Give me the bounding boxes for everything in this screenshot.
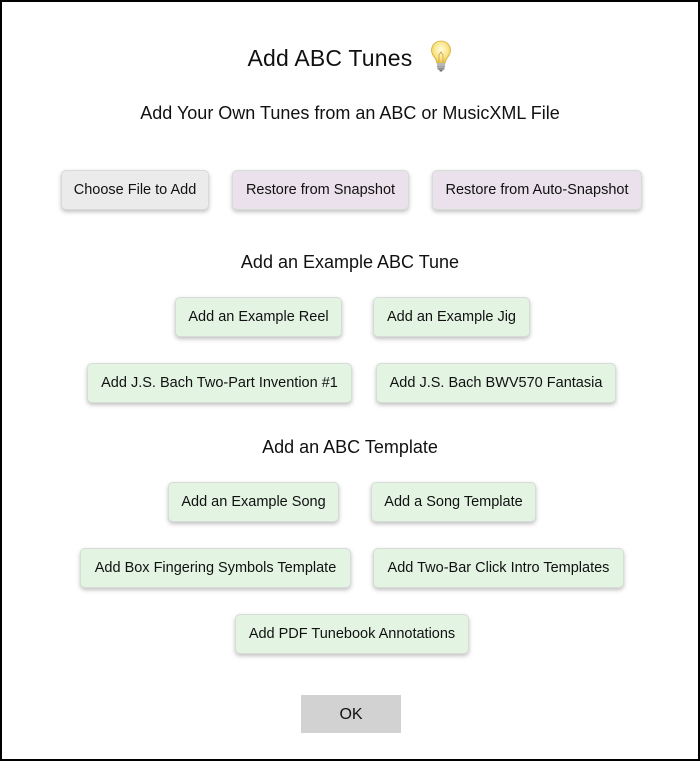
template-heading: Add an ABC Template xyxy=(262,437,438,457)
add-bach-invention-button[interactable]: Add J.S. Bach Two-Part Invention #1 xyxy=(87,363,352,403)
own-tunes-heading: Add Your Own Tunes from an ABC or MusicXML File xyxy=(140,103,560,123)
add-two-bar-click-templates-button[interactable]: Add Two-Bar Click Intro Templates xyxy=(373,548,624,588)
restore-auto-snapshot-button[interactable]: Restore from Auto-Snapshot xyxy=(432,170,642,210)
title-row xyxy=(2,38,698,78)
add-song-template-button[interactable]: Add a Song Template xyxy=(371,482,536,522)
choose-file-button[interactable]: Choose File to Add xyxy=(61,170,209,210)
example-tune-heading: Add an Example ABC Tune xyxy=(240,252,460,272)
add-box-fingering-template-button[interactable]: Add Box Fingering Symbols Template xyxy=(80,548,351,588)
dialog-title: Add ABC Tunes xyxy=(247,44,413,71)
add-pdf-annotations-button[interactable]: Add PDF Tunebook Annotations xyxy=(235,614,469,654)
add-bach-fantasia-button[interactable]: Add J.S. Bach BWV570 Fantasia xyxy=(376,363,616,403)
add-example-jig-button[interactable]: Add an Example Jig xyxy=(373,297,530,337)
restore-snapshot-button[interactable]: Restore from Snapshot xyxy=(232,170,409,210)
add-example-song-button[interactable]: Add an Example Song xyxy=(168,482,339,522)
lightbulb-icon[interactable] xyxy=(430,40,452,72)
ok-button[interactable]: OK xyxy=(301,695,401,733)
add-example-reel-button[interactable]: Add an Example Reel xyxy=(175,297,342,337)
